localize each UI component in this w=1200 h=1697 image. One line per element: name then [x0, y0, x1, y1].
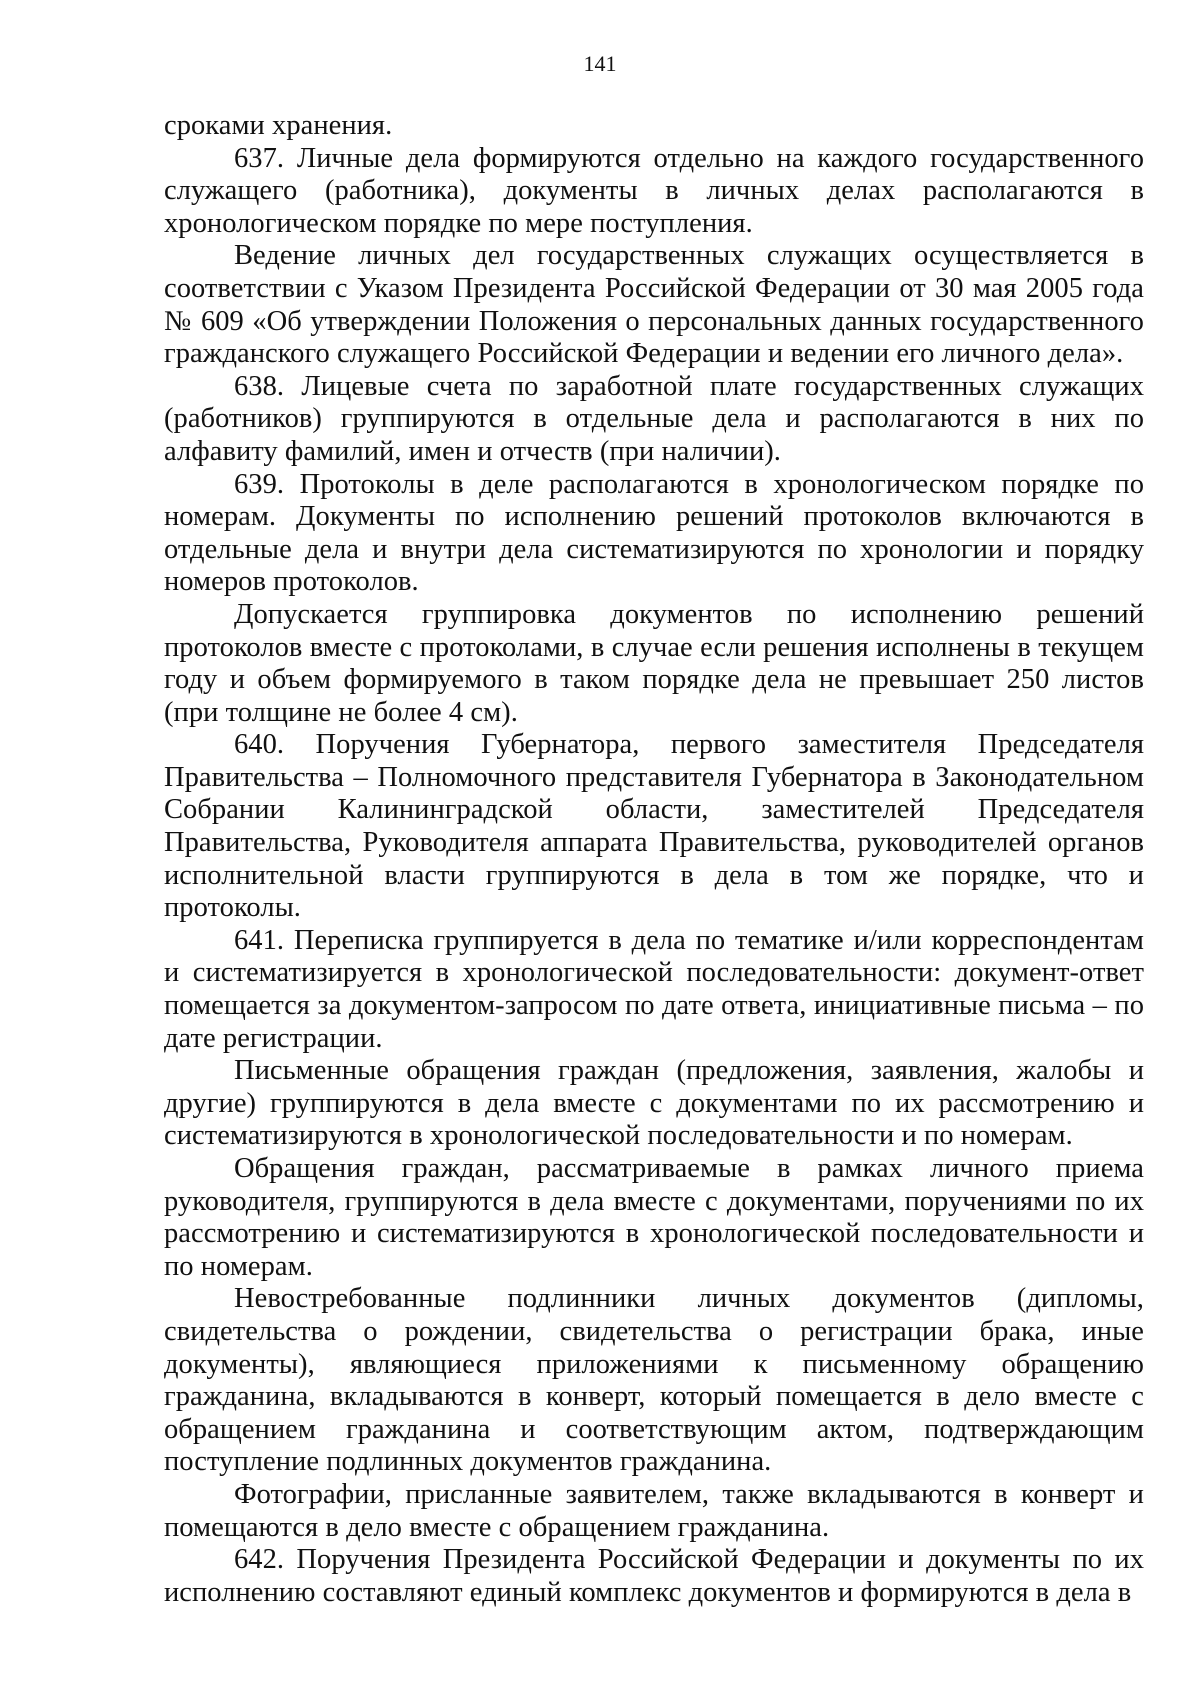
page-number: 141	[583, 51, 617, 76]
paragraph-641-photographs: Фотографии, присланные заявителем, также вкладываются в конверт и помещаются в дело вместе с обращением гражданина.	[164, 1478, 1144, 1543]
paragraph-638: 638. Лицевые счета по заработной плате государственных служащих (работников) группируются в отдельные дела и располагаются в них по алфавиту фамилий, имен и отчеств (при наличии).	[164, 370, 1144, 467]
document-body	[164, 110, 1144, 1609]
paragraph-640: 640. Поручения Губернатора, первого заместителя Председателя Правительства – Полномочного представителя Губернатора в Законодательном Собрании Калининградской области, заместителей Председателя Правительства, Руководителя аппарата Правительства, руководителей органов исполнительной власти группируются в дела в том же порядке, что и протоколы.	[164, 729, 1144, 924]
paragraph-639-grouping: Допускается группировка документов по исполнению решений протоколов вместе с протоколами, в случае если решения исполнены в текущем году и объем формируемого в таком порядке дела не превышает 250 листов (при толщине не более 4 см).	[164, 598, 1144, 728]
paragraph-641-original-documents: Невостребованные подлинники личных документов (дипломы, свидетельства о рождении, свидетельства о регистрации брака, иные документы), являющиеся приложениями к письменному обращению гражданина, вкладываются в конверт, который помещается в дело вместе с обращением гражданина и соответствующим актом, подтверждающим поступление подлинных документов гражданина.	[164, 1283, 1144, 1478]
paragraph-641-personal-reception: Обращения граждан, рассматриваемые в рамках личного приема руководителя, группируются в дела вместе с документами, поручениями по их рассмотрению и систематизируются в хронологической последовательности и по номерам.	[164, 1153, 1144, 1282]
paragraph-641-written-appeals: Письменные обращения граждан (предложения, заявления, жалобы и другие) группируются в дела вместе с документами по их рассмотрению и систематизируются в хронологической последовательности и по номерам.	[164, 1055, 1144, 1152]
paragraph-642: 642. Поручения Президента Российской Федерации и документы по их исполнению составляют единый комплекс документов и формируются в дела в	[164, 1544, 1144, 1608]
paragraph-637-personal-files: Ведение личных дел государственных служащих осуществляется в соответствии с Указом Президента Российской Федерации от 30 мая 2005 года № 609 «Об утверждении Положения о персональных данных государственного гражданского служащего Российской Федерации и ведении его личного дела».	[164, 240, 1144, 370]
paragraph-639: 639. Протоколы в деле располагаются в хронологическом порядке по номерам. Документы по исполнению решений протоколов включаются в отдельные дела и внутри дела систематизируются по хронологии и порядку номеров протоколов.	[164, 468, 1144, 598]
paragraph-641: 641. Переписка группируется в дела по тематике и/или корреспондентам и систематизируется в хронологической последовательности: документ-ответ помещается за документом-запросом по дате ответа, инициативные письма – по дате регистрации.	[164, 924, 1144, 1054]
paragraph-continuation: сроками хранения.	[164, 110, 393, 141]
paragraph-637: 637. Личные дела формируются отдельно на каждого государственного служащего (работника), документы в личных делах располагаются в хронологическом порядке по мере поступления.	[164, 142, 1144, 239]
